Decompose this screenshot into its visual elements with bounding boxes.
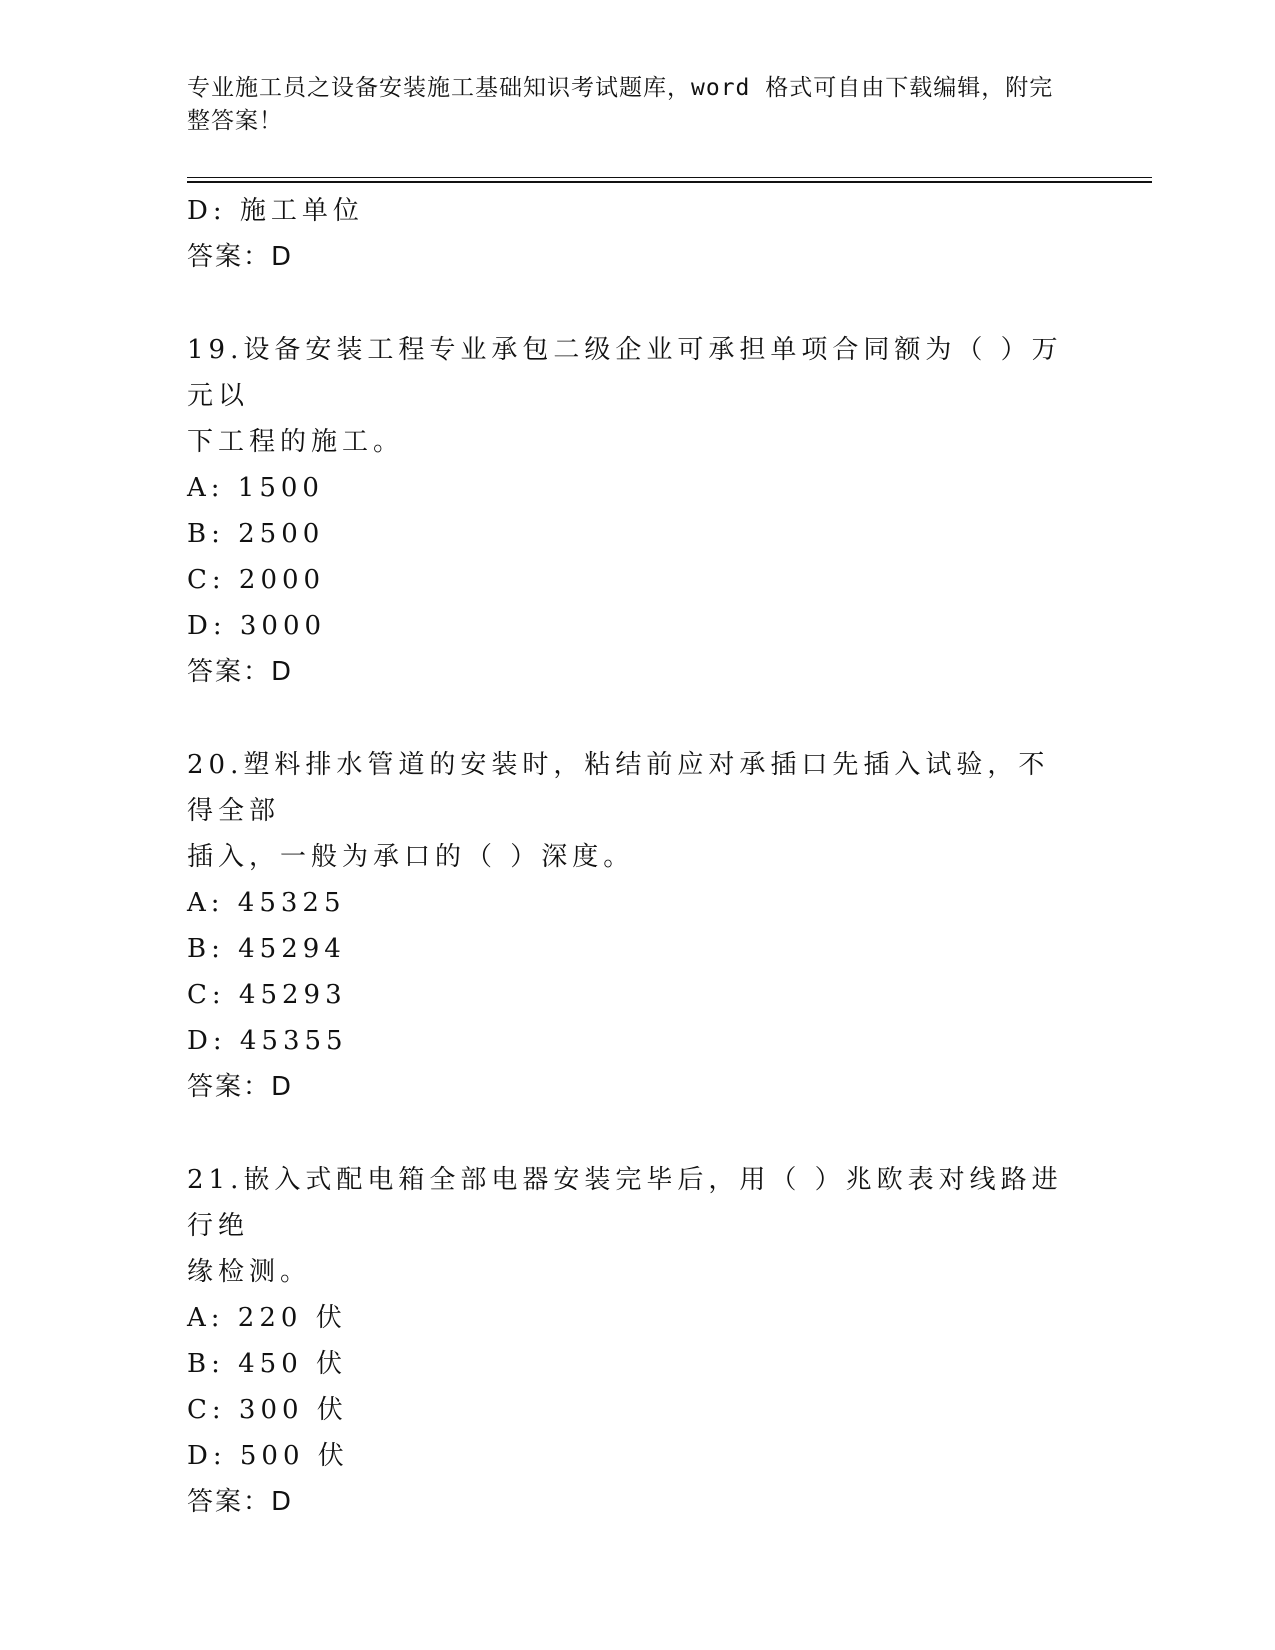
header-title-line-2: 整答案！	[187, 108, 283, 134]
header-divider-thick	[187, 181, 1152, 183]
question-text-line-1: 21.嵌入式配电箱全部电器安装完毕后，用（ ）兆欧表对线路进行绝	[187, 1165, 1063, 1241]
question-21	[187, 1157, 1087, 1525]
question-text-line-1: 20.塑料排水管道的安装时，粘结前应对承插口先插入试验，不得全部	[187, 750, 1050, 826]
option-b: B: 2500	[187, 519, 325, 549]
answer-line: 答案：D	[187, 242, 294, 272]
option-c: C: 2000	[187, 565, 326, 595]
option-a: A: 220 伏	[187, 1303, 347, 1333]
question-text-line-2: 下工程的施工。	[187, 427, 405, 457]
carryover-block	[187, 188, 1087, 280]
option-b: B: 450 伏	[187, 1349, 348, 1379]
question-text-line-2: 缘检测。	[187, 1257, 312, 1287]
document-header	[187, 72, 1067, 138]
option-c: C: 300 伏	[187, 1395, 348, 1425]
document-body	[187, 188, 1087, 1525]
option-a: A: 45325	[187, 888, 346, 918]
question-20	[187, 742, 1087, 1110]
option-c: C: 45293	[187, 980, 347, 1010]
option-d: D: 45355	[187, 1026, 348, 1056]
option-d: D: 3000	[187, 611, 327, 641]
question-text-line-1: 19.设备安装工程专业承包二级企业可承担单项合同额为（ ）万元以	[187, 335, 1063, 411]
answer-line: 答案：D	[187, 1072, 294, 1102]
question-19	[187, 327, 1087, 695]
header-title-line-1: 专业施工员之设备安装施工基础知识考试题库，word 格式可自由下载编辑，附完	[187, 75, 1054, 101]
option-d: D: 500 伏	[187, 1441, 349, 1471]
option-d: D: 施工单位	[187, 196, 364, 226]
answer-line: 答案：D	[187, 657, 294, 687]
header-divider-thin	[187, 177, 1152, 178]
question-text-line-2: 插入，一般为承口的（ ）深度。	[187, 842, 635, 872]
option-a: A: 1500	[187, 473, 324, 503]
answer-line: 答案：D	[187, 1487, 294, 1517]
option-b: B: 45294	[187, 934, 346, 964]
